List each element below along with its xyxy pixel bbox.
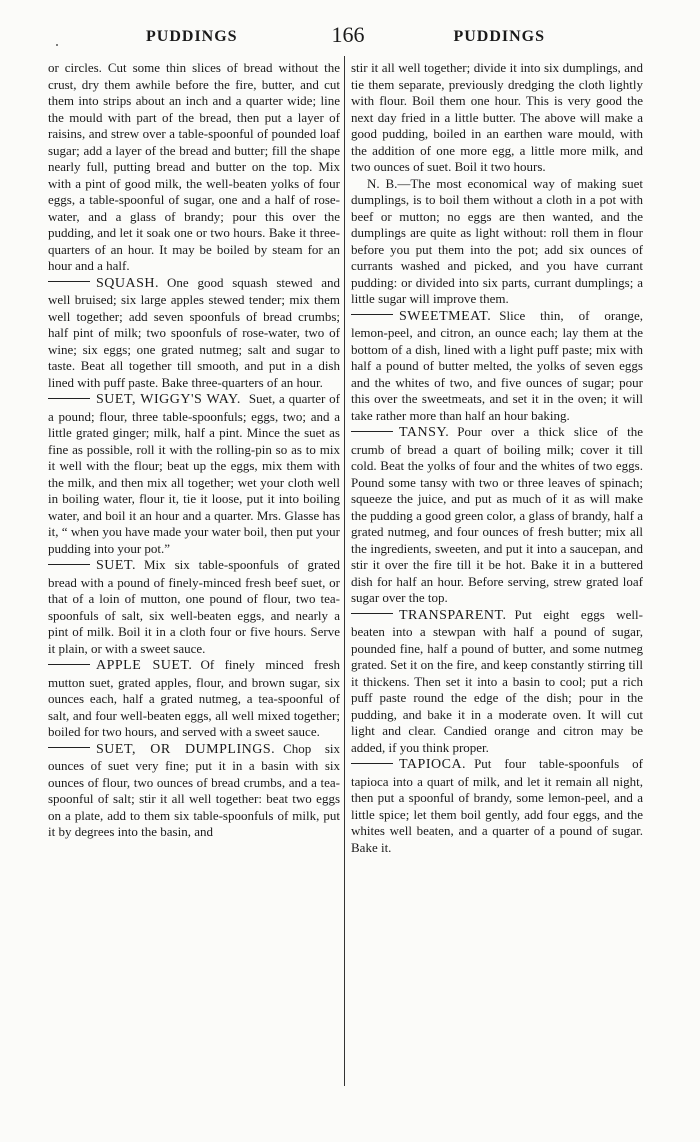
recipe-title: SWEETMEAT. xyxy=(399,308,492,324)
recipe-sweetmeat xyxy=(351,308,643,425)
recipe-title: TAPIOCA. xyxy=(399,757,467,772)
recipe-transparent xyxy=(351,607,643,757)
column-divider xyxy=(344,56,345,1086)
running-header xyxy=(48,22,650,52)
recipe-apple-suet xyxy=(48,657,340,741)
note-paragraph: N. B.—The most economical way of making suet dumplings, is to boil them without a cloth in a pot with beef or mutton; no eggs are then wanted, and the dumplings are quite as light without: roll them in flour before you put them into the pot; add six ounces of currants washed and picked, and you have currant pudding: or divided into six parts, currant dumplings; a little sugar will improve them. xyxy=(351,175,643,306)
recipe-text: Suet, a quarter of a pound; flour, three table-spoonfuls; eggs, two; and a little grated ginger; milk, half a pint. Mince the suet as fine as possible, roll it with the rolling-pin so as to mix it well with the flour; beat up the eggs, mix them with the milk, and then mix all together; wet your cloth well in boiling water, flour it, tie it loose, put it into boiling water, and boil it an hour and a quarter. Mrs. Glasse has it, “ when you have made your water boil, then put your pudding into your pot.” xyxy=(48,391,341,556)
recipe-tapioca xyxy=(351,756,643,856)
entry-dash xyxy=(48,281,90,282)
running-head-left: PUDDINGS xyxy=(146,28,238,45)
recipe-title: APPLE SUET. xyxy=(96,658,193,673)
entry-dash xyxy=(351,431,393,432)
recipe-suet xyxy=(48,557,340,657)
recipe-text: Put four table-spoonfuls of tapioca into a quart of milk, and let it remain all night, then put a spoonful of brandy, some lemon-peel, and a little spice; let them boil gently, add four eggs, and the whites well beaten, and a quarter of a pound of sugar. Bake it. xyxy=(351,756,643,855)
recipe-title: SQUASH. xyxy=(96,275,160,291)
left-column xyxy=(48,60,340,841)
entry-dash xyxy=(351,613,393,614)
recipe-title: SUET, OR DUMPLINGS. xyxy=(96,741,276,757)
recipe-text: Mix six table-spoonfuls of grated bread with a pound of finely-minced fresh beef suet, or that of a loin of mutton, one pound of flour, two tea-spoonfuls of salt, six well-beaten eggs, and nearly a pint of milk. Boil it in a cloth four or five hours. Serve it plain, or with a sweet sauce. xyxy=(48,557,340,656)
recipe-text: Chop six ounces of suet very fine; put it in a basin with six ounces of flour, two ounces of bread crumbs, and a tea-spoonful of salt; stir it all well together: beat two eggs on a plate, add to them six table-spoonfuls of milk, put it by degrees into the basin, and xyxy=(48,740,341,839)
entry-dash xyxy=(48,564,90,565)
recipe-text: Pour over a thick slice of the crumb of bread a quart of boiling milk; cover it till cold. Beat the yolks of four and the whites of two eggs. Pound some tansy with two or three leaves of spinach; squeeze the juice, and put as much of it as will make the pudding a good green color, a glass of brandy, half a grated nutmeg, and four ounces of fresh butter; mix all the ingredients, sweeten, and put it into a saucepan, and stir it over the fire till it be hot. Bake it in a buttered dish for half an hour. Before serving, strew grated loaf sugar over the top. xyxy=(351,424,643,605)
running-head-right: PUDDINGS xyxy=(453,28,545,45)
entry-dash xyxy=(48,664,90,665)
recipe-title: SUET. xyxy=(96,558,136,573)
recipe-suet-wiggys-way xyxy=(48,391,340,557)
entry-dash xyxy=(351,314,393,315)
continuation-paragraph: stir it all well together; divide it into six dumplings, and tie them separate, previously dredging the cloth lightly with flour. Boil them one hour. This is very good the next day fried in a little butter. The above will make a good pudding, boiled in an earthen ware mould, with the addition of one more egg, a little more milk, and two ounces of suet. Boil it two hours. xyxy=(351,60,643,174)
recipe-squash xyxy=(48,275,340,392)
entry-dash xyxy=(351,763,393,764)
page-number: 166 xyxy=(331,22,365,47)
right-column xyxy=(351,60,643,856)
recipe-text: Put eight eggs well-beaten into a stewpan with half a pound of sugar, pounded fine, half a pound of butter, and some nutmeg grated. Set it on the fire, and keep constantly stirring till it thickens. Then set it into a basin to cool; put a rich puff paste round the edge of the dish; pour in the pudding, and bake it in a moderate oven. It will cut light and clear. Candied orange and citron may be added, if you think proper. xyxy=(351,606,643,755)
recipe-text: Slice thin, of orange, lemon-peel, and citron, an ounce each; lay them at the bottom of a dish, lined with a light puff paste; mix with half a pound of butter melted, the yolks of seven eggs and the whites of two, and five ounces of sugar; pour this over the sweetmeats, and set it in the oven; it will take rather more than half an hour baking. xyxy=(351,307,643,423)
recipe-suet-or-dumplings xyxy=(48,741,340,841)
recipe-text: One good squash stewed and well bruised; six large apples stewed tender; mix them well together; add seven spoonfuls of bread crumbs; half pint of milk; two spoonfuls of rose-water, two of wine; six eggs; one grated nutmeg; salt and sugar to taste. Beat all together till smooth, and put in a dish lined with puff paste. Bake three-quarters of an hour. xyxy=(48,274,340,390)
recipe-title: TRANSPARENT. xyxy=(399,607,507,623)
entry-dash xyxy=(48,747,90,748)
recipe-tansy xyxy=(351,424,643,607)
entry-dash xyxy=(48,398,90,399)
continuation-paragraph: or circles. Cut some thin slices of bread without the crust, dry them awhile before the fire, butter, and cut them into strips about an inch and a quarter wide; line the mould with part of the bread, then put a layer of raisins, and strew over a table-spoonful of pounded loaf sugar; add a layer of the bread and butter; fill the shape nearly full, putting bread and butter on the top. Mix with a pint of good milk, the well-beaten yolks of four eggs, a table-spoonful of sugar, one and a half of rose-water, and a glass of brandy; pour this over the pudding, and let it soak one or two hours. Bake it three-quarters of an hour. It may be boiled by steam for an hour and a half. xyxy=(48,60,340,273)
recipe-title: TANSY. xyxy=(399,425,450,440)
recipe-title: SUET, WIGGY'S WAY. xyxy=(96,392,241,407)
recipe-text: Of finely minced fresh mutton suet, grated apples, flour, and brown sugar, six ounces each, half a grated nutmeg, a tea-spoonful of salt, and four well-beaten eggs, all well mixed together; boiled for two hours, and served with a sweet sauce. xyxy=(48,657,341,739)
